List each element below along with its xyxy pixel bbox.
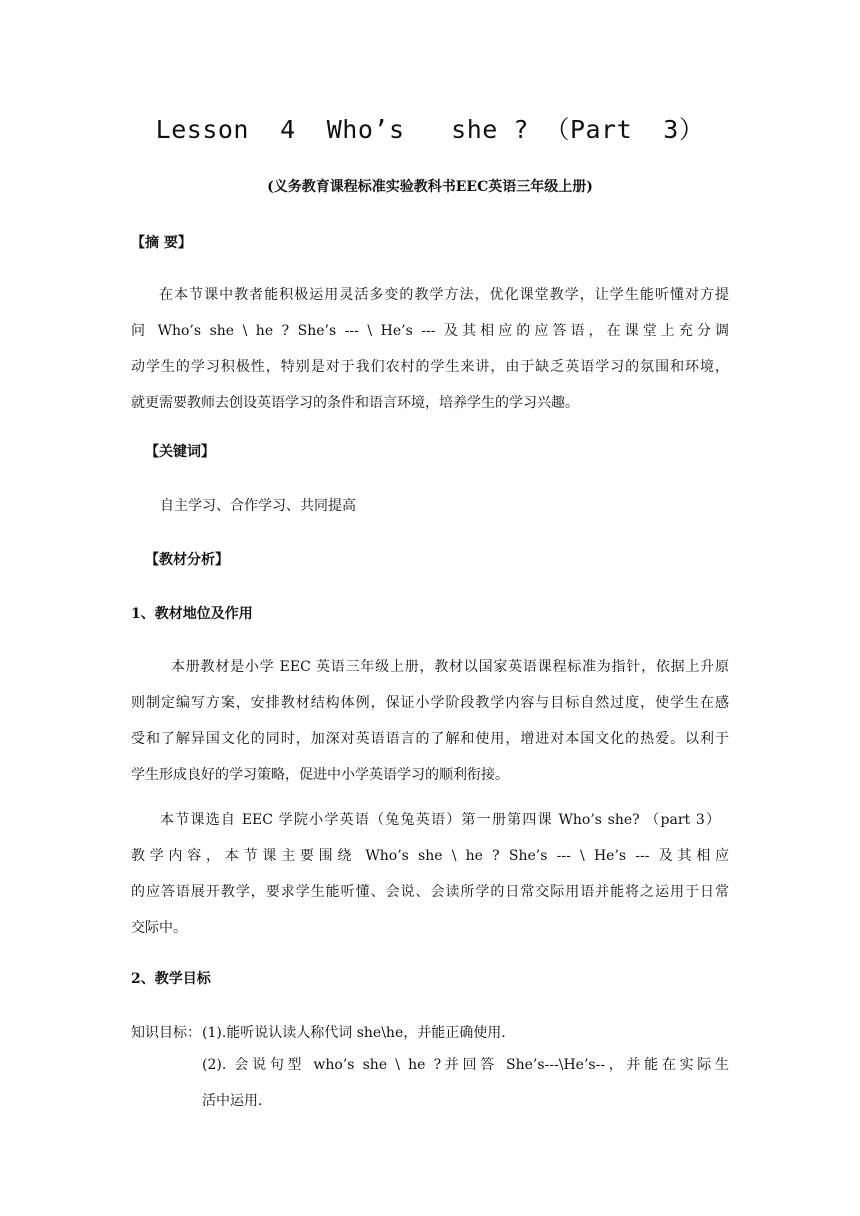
abstract-line: 在本节课中教者能积极运用灵活多变的教学方法，优化课堂教学，让学生能听懂对方提: [159, 287, 729, 303]
section1-paragraph-2: [131, 802, 729, 946]
section1-heading: 1、教材地位及作用: [131, 606, 253, 622]
goal-item-2: [202, 1047, 729, 1119]
paragraph-line: 学生形成良好的学习策略，促进中小学英语学习的顺利衔接。: [131, 767, 509, 783]
keywords-heading: 【关键词】: [145, 444, 215, 460]
paragraph-line: 的应答语展开教学，要求学生能听懂、会说、会读所学的日常交际用语并能将之运用于日常: [131, 884, 729, 900]
paragraph-line: 则制定编写方案，安排教材结构体例，保证小学阶段教学内容与目标自然过度，使学生在感: [131, 695, 729, 711]
paragraph-line: 受和了解异国文化的同时，加深对英语语言的了解和使用，增进对本国文化的热爱。以利于: [131, 731, 729, 747]
section1-paragraph-1: [131, 649, 729, 793]
goal-line: 活中运用.: [202, 1093, 263, 1109]
goal-label: 知识目标：: [131, 1025, 201, 1041]
keywords-text: 自主学习、合作学习、共同提高: [160, 498, 356, 514]
paragraph-line: 本册教材是小学 EEC 英语三年级上册，教材以国家英语课程标准为指针，依据上升原: [171, 659, 729, 675]
document-title: Lesson 4 Who’s she ? （Part 3）: [155, 115, 705, 144]
paragraph-line: 本节课选自 EEC 学院小学英语（兔兔英语）第一册第四课 Who’s she? （part 3）: [160, 812, 720, 828]
section2-heading: 2、教学目标: [131, 971, 211, 987]
goal-line: (2). 会说句型 who’s she \ he ?并回答 She’s---\He’s--，并能在实际生: [202, 1057, 729, 1073]
paragraph-line: 交际中。: [131, 920, 187, 936]
analysis-heading: 【教材分析】: [145, 552, 229, 568]
abstract-paragraph: [131, 277, 729, 421]
abstract-line: 问 Who’s she \ he ? She’s --- \ He’s --- 及其相应的应答语，在课堂上充分调: [131, 323, 729, 339]
goal-item-1: (1).能听说认读人称代词 she\he，并能正确使用.: [202, 1025, 506, 1041]
document-subtitle: (义务教育课程标准实验教科书EEC英语三年级上册): [267, 179, 593, 195]
paragraph-line: 教学内容，本节课主要围绕 Who’s she \ he ? She’s --- \ He’s --- 及其相应: [131, 848, 729, 864]
abstract-line: 就更需要教师去创设英语学习的条件和语言环境，培养学生的学习兴趣。: [131, 395, 579, 411]
abstract-line: 动学生的学习积极性，特别是对于我们农村的学生来讲，由于缺乏英语学习的氛围和环境，: [131, 359, 729, 375]
abstract-heading: 【摘 要】: [131, 235, 192, 251]
